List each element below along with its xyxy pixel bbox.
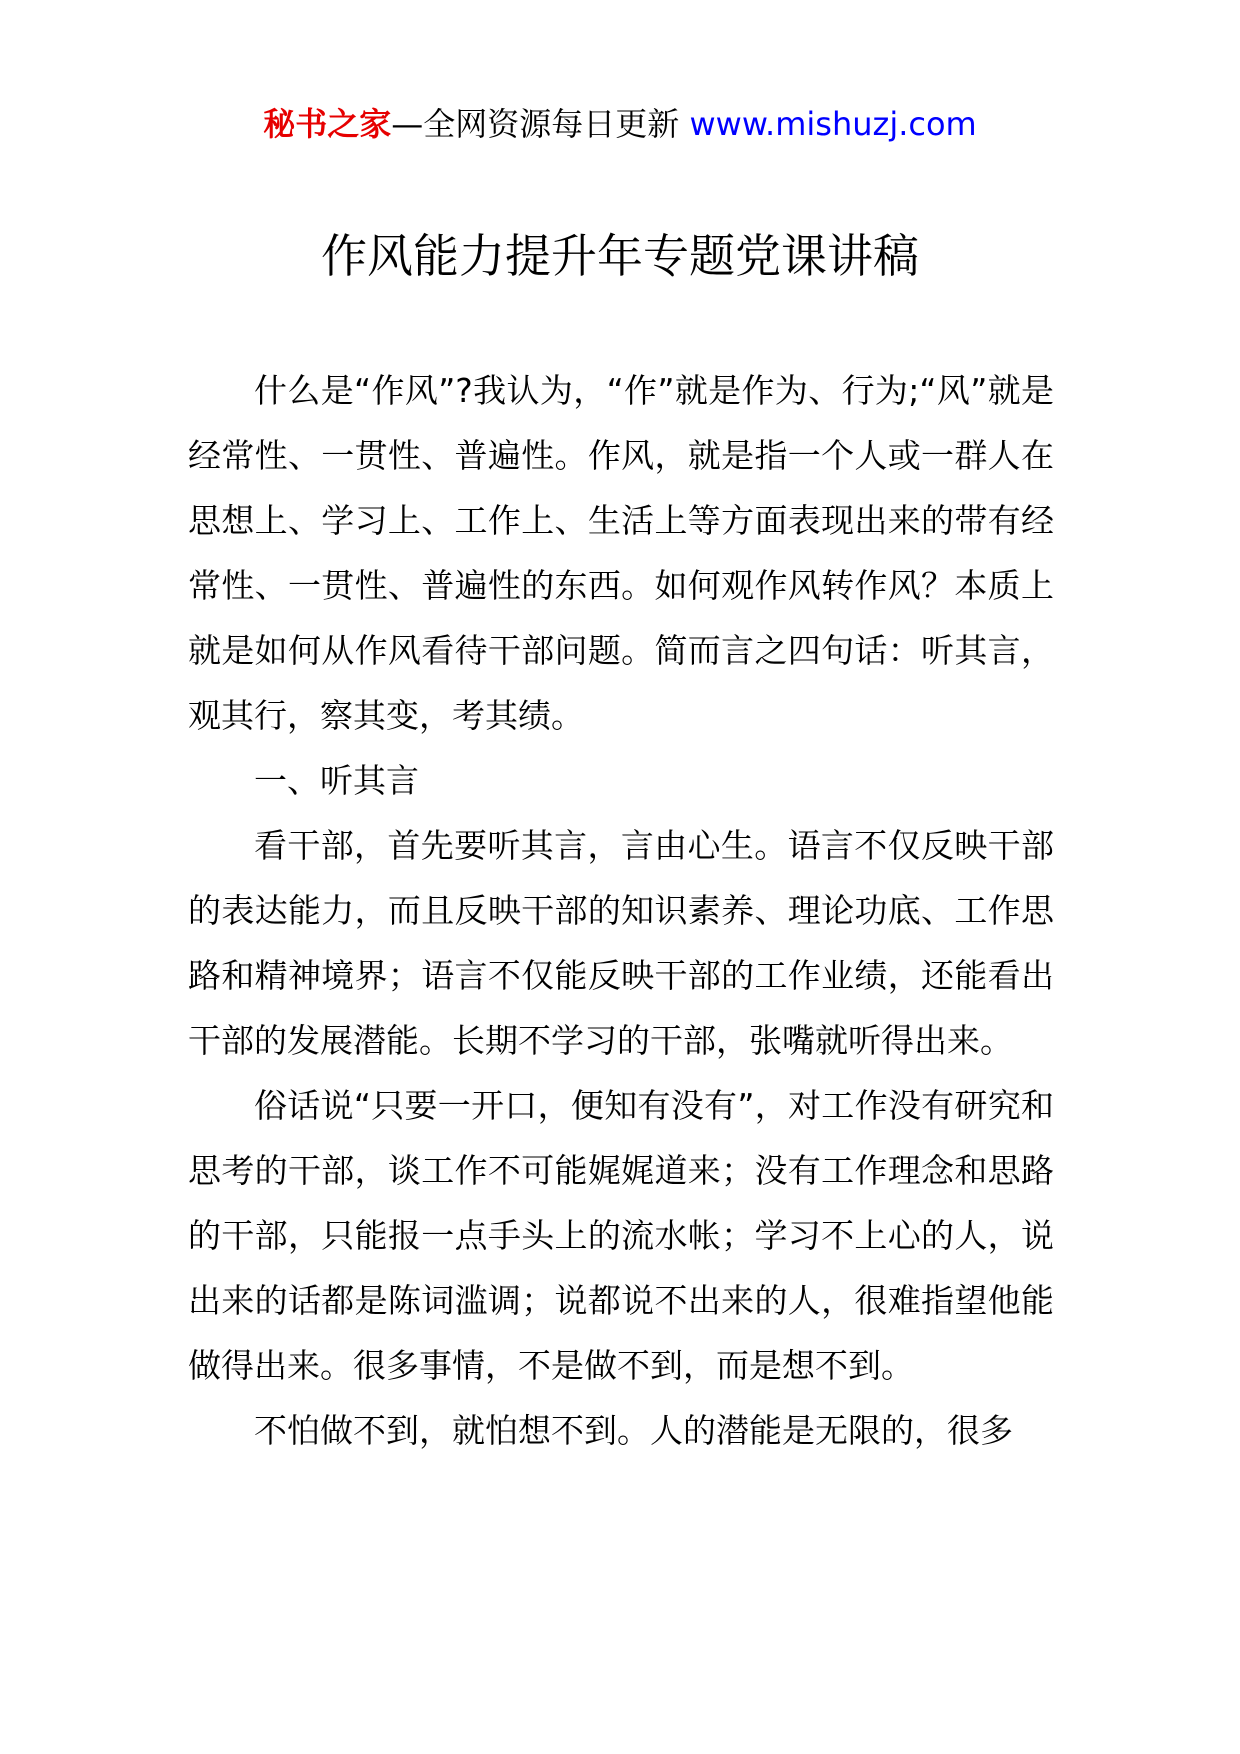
paragraph-proverb: 俗话说“只要一开口，便知有没有”，对工作没有研究和思考的干部，谈工作不可能娓娓道来；没有工作理念和思路的干部，只能报一点手头上的流水帐；学习不上心的人，说出来的话都是陈词滥调；说都说不出来的人，很难指望他能做得出来。很多事情，不是做不到，而是想不到。 bbox=[188, 1086, 1054, 1385]
site-header bbox=[0, 100, 1240, 148]
paragraph-intro: 什么是“作风”?我认为，“作”就是作为、行为;“风”就是经常性、一贯性、普遍性。作风，就是指一个人或一群人在思想上、学习上、工作上、生活上等方面表现出来的带有经常性、一贯性、普遍性的东西。如何观作风转作风？本质上就是如何从作风看待干部问题。简而言之四句话：听其言，观其行，察其变，考其绩。 bbox=[188, 371, 1054, 735]
section-heading-1: 一、听其言 bbox=[254, 761, 419, 800]
document-body bbox=[188, 358, 1054, 1463]
site-url[interactable]: www.mishuzj.com bbox=[689, 105, 977, 143]
brand-name: 秘书之家 bbox=[263, 105, 392, 143]
document-title: 作风能力提升年专题党课讲稿 bbox=[321, 229, 919, 283]
header-slogan: —全网资源每日更新 bbox=[391, 105, 690, 143]
paragraph-listen: 看干部，首先要听其言，言由心生。语言不仅反映干部的表达能力，而且反映干部的知识素养、理论功底、工作思路和精神境界；语言不仅能反映干部的工作业绩，还能看出干部的发展潜能。长期不学习的干部，张嘴就听得出来。 bbox=[188, 826, 1054, 1060]
paragraph-potential: 不怕做不到，就怕想不到。人的潜能是无限的，很多 bbox=[254, 1411, 1013, 1450]
